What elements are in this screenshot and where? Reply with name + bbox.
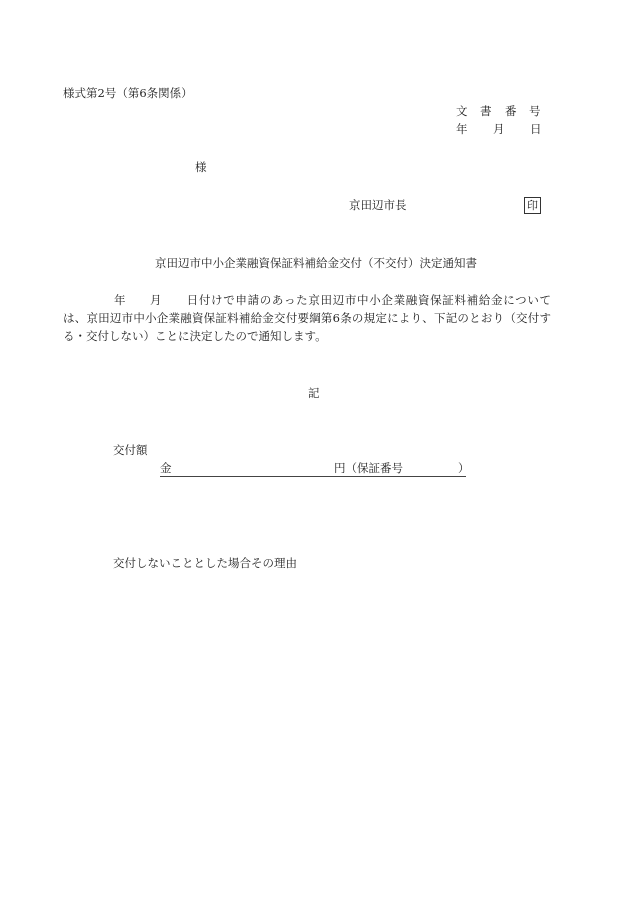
body-month: 月 bbox=[150, 293, 162, 307]
body-year: 年 bbox=[114, 293, 126, 307]
month-label: 月 bbox=[493, 122, 505, 136]
doc-char: 号 bbox=[529, 104, 541, 118]
amount-yen-guarantee: 円（保証番号 bbox=[334, 461, 403, 475]
grant-amount-label: 交付額 bbox=[113, 443, 148, 457]
year-label: 年 bbox=[456, 122, 468, 136]
amount-prefix: 金 bbox=[160, 461, 172, 475]
doc-char: 文 bbox=[456, 104, 468, 118]
document-number-label bbox=[456, 104, 541, 118]
day-label: 日 bbox=[530, 122, 542, 136]
form-number: 様式第2号（第6条関係） bbox=[63, 86, 193, 100]
amount-line bbox=[160, 461, 470, 477]
reason-label: 交付しないこととした場合その理由 bbox=[113, 556, 297, 570]
addressee-suffix: 様 bbox=[195, 160, 207, 174]
body-text: 日付けで申請のあった京田辺市中小企業融資保証料補給金については、京田辺市中小企業融資保証料補給金交付要綱第6条の規定により、下記のとおり（交付する・交付しない）ことに決定したので通知します。 bbox=[63, 293, 551, 343]
amount-close: ） bbox=[458, 461, 470, 475]
sender-name: 京田辺市長 bbox=[349, 198, 407, 212]
ki-heading: 記 bbox=[308, 386, 320, 400]
document-title: 京田辺市中小企業融資保証料補給金交付（不交付）決定通知書 bbox=[155, 256, 477, 270]
doc-char: 書 bbox=[480, 104, 492, 118]
body-paragraph bbox=[63, 291, 551, 345]
seal-mark: 印 bbox=[524, 197, 541, 214]
date-label bbox=[456, 122, 542, 136]
doc-char: 番 bbox=[505, 104, 517, 118]
